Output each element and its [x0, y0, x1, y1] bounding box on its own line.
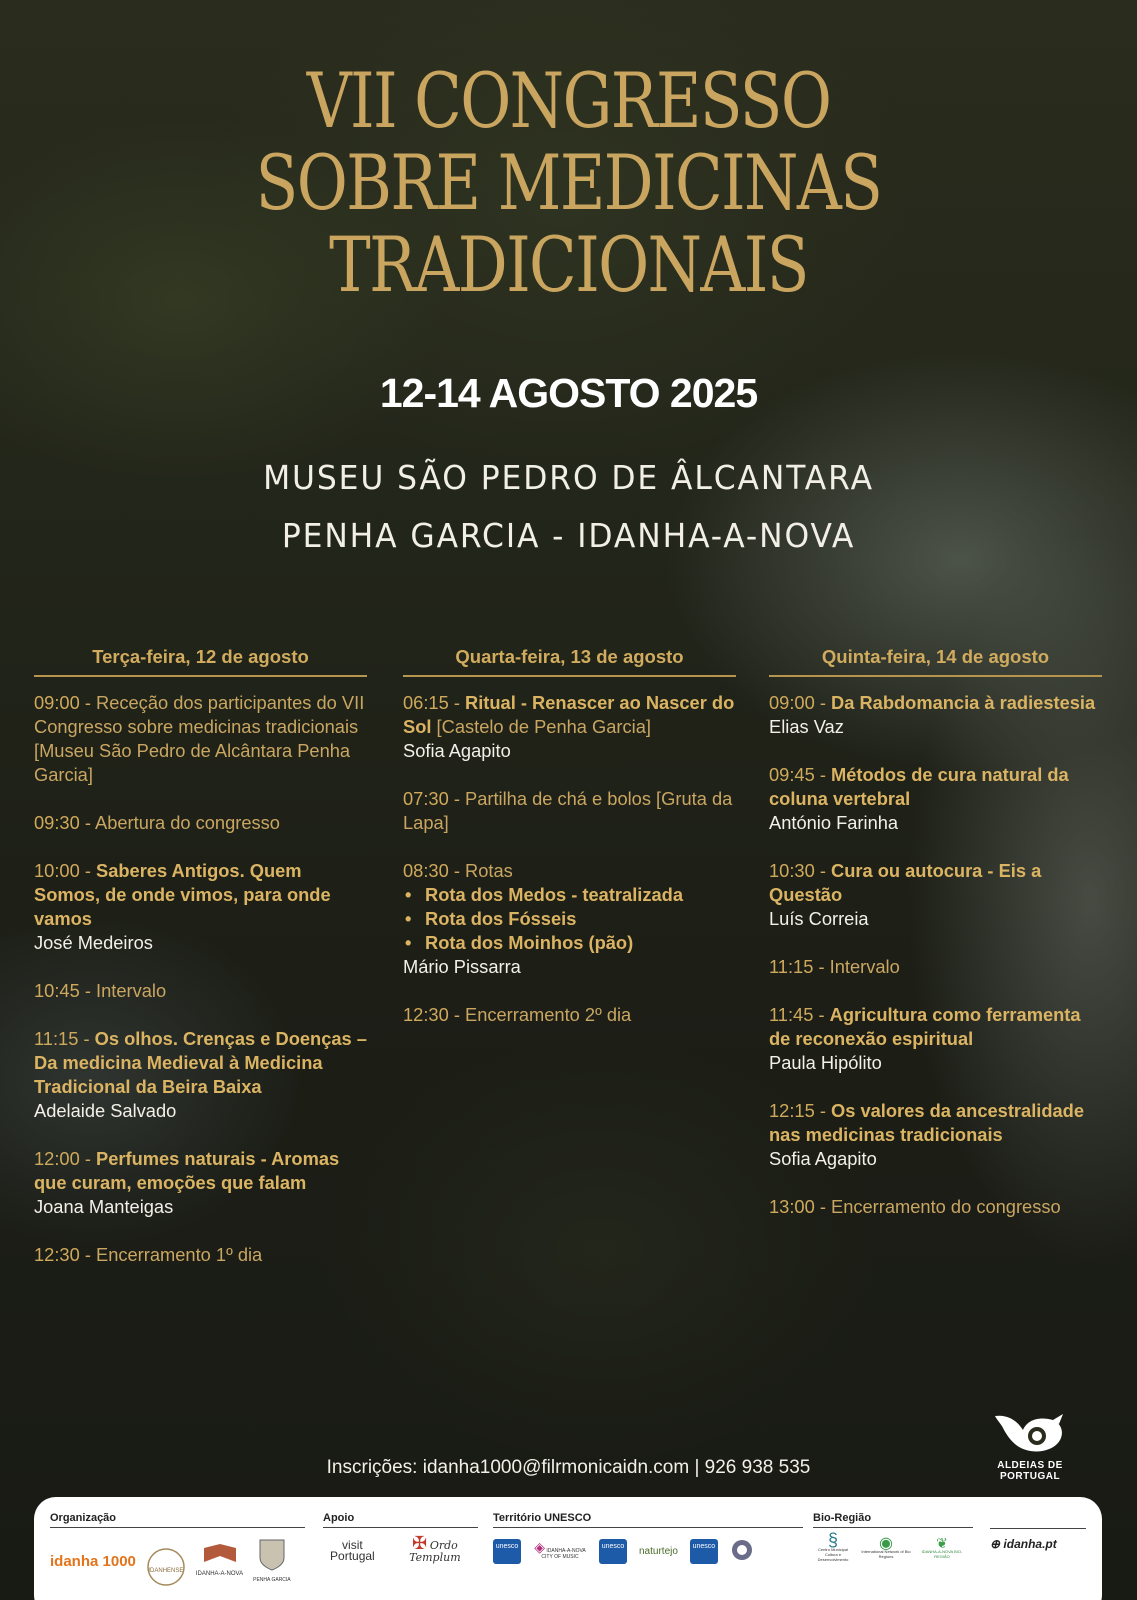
event-title: Intervalo: [829, 956, 900, 977]
event-time: 09:00 -: [34, 692, 96, 713]
event-title: Perfumes naturais - Aromas que curam, emoções que falam: [34, 1148, 340, 1193]
diamond-icon: ◈: [534, 1538, 546, 1555]
event-time: 09:45 -: [769, 764, 831, 785]
congress-title: [102, 56, 1034, 309]
idanha-bioregiao-logo: ❦ IDANHA-A-NOVA BIO-REGIÃO: [921, 1535, 963, 1559]
schedule-item: [403, 787, 736, 835]
event-time: 10:30 -: [769, 860, 831, 881]
schedule-item: [34, 1027, 367, 1123]
event-time: 13:00 -: [769, 1196, 831, 1217]
centro-municipal-logo: § Centro Municipal Cultura e Desenvolvimento: [817, 1530, 849, 1562]
group-label: Organização: [50, 1512, 305, 1528]
event-time: 10:00 -: [34, 860, 96, 881]
round-seal-logo: [730, 1538, 754, 1565]
event-title: Encerramento 1º dia: [96, 1244, 263, 1265]
schedule-item: [403, 859, 736, 979]
event-speaker: Elias Vaz: [769, 716, 844, 737]
idanha-pt-logo: ⊕ idanha.pt: [990, 1537, 1057, 1551]
event-location: [Castelo de Penha Garcia]: [431, 716, 651, 737]
group-label: [990, 1512, 1086, 1529]
day-column-wednesday: [403, 646, 736, 1051]
event-speaker: Adelaide Salvado: [34, 1100, 177, 1121]
event-title: Rotas: [465, 860, 513, 881]
event-speaker: Luís Correia: [769, 908, 869, 929]
event-speaker: Sofia Agapito: [769, 1148, 877, 1169]
globe-icon: ◉: [879, 1535, 893, 1552]
event-title: Métodos de cura natural da coluna vertebral: [769, 764, 1069, 809]
group-label: Apoio: [323, 1512, 478, 1528]
city-of-music-logo: ◈ IDANHA-A-NOVA CITY OF MUSIC: [534, 1538, 586, 1560]
event-title: Receção dos participantes do VII Congresso sobre medicinas tradicionais [Museu São Pedro de Alcântara Penha Garcia]: [34, 692, 365, 785]
schedule-item: [34, 859, 367, 955]
schedule-item: [34, 691, 367, 787]
event-time: 12:00 -: [34, 1148, 96, 1169]
event-speaker: Paula Hipólito: [769, 1052, 882, 1073]
event-title: Abertura do congresso: [95, 812, 280, 833]
event-time: 12:15 -: [769, 1100, 831, 1121]
event-title: Os valores da ancestralidade nas medicinas tradicionais: [769, 1100, 1085, 1145]
event-time: 12:30 -: [403, 1004, 465, 1025]
event-time: 11:45 -: [769, 1004, 830, 1025]
event-speaker: Mário Pissarra: [403, 956, 521, 977]
event-title: Agricultura como ferramenta de reconexão espiritual: [769, 1004, 1081, 1049]
schedule-item: [34, 979, 367, 1003]
day-column-thursday: [769, 646, 1102, 1243]
leaf-icon: ❦: [936, 1535, 948, 1551]
venue-line-1: MUSEU SÃO PEDRO DE ÂLCANTARA: [263, 458, 874, 497]
day-column-tuesday: [34, 646, 367, 1291]
naturtejo-logo: naturtejo: [639, 1546, 678, 1557]
event-date: 12-14 AGOSTO 2025: [379, 370, 758, 416]
group-bio-regiao: [813, 1512, 973, 1562]
schedule-item: [34, 1243, 367, 1267]
seal-icon: [730, 1538, 754, 1562]
aldeias-de-portugal-logo: [985, 1410, 1075, 1482]
route-item: • Rota dos Fósseis: [425, 907, 736, 931]
ordo-templum-logo: ✠ Ordo Templum: [409, 1533, 461, 1564]
schedule-item: [769, 691, 1102, 739]
venue-line-2: PENHA GARCIA - IDANHA-A-NOVA: [281, 516, 856, 555]
schedule-item: [34, 1147, 367, 1219]
book-icon: [202, 1544, 238, 1566]
globe-icon: ⊕: [990, 1537, 1001, 1551]
event-time: 11:15 -: [34, 1028, 95, 1049]
schedule-item: [34, 811, 367, 835]
event-time: 10:45 -: [34, 980, 96, 1001]
swirl-icon: §: [827, 1530, 838, 1550]
schedule-item: [769, 1195, 1102, 1219]
group-organizacao: [50, 1512, 305, 1586]
event-title: Cura ou autocura - Eis a Questão: [769, 860, 1042, 905]
title-line-3: TRADICIONAIS: [329, 220, 808, 309]
schedule-item: [769, 1003, 1102, 1075]
visit-portugal-logo: visit Portugal: [330, 1538, 375, 1563]
title-line-1: VII CONGRESSO: [306, 56, 831, 145]
schedule-item: [769, 955, 1102, 979]
event-speaker: José Medeiros: [34, 932, 153, 953]
unesco-logo: unesco: [690, 1539, 718, 1564]
schedule-item: [769, 1099, 1102, 1171]
unesco-logo: unesco: [599, 1539, 627, 1564]
bioregions-network-logo: ◉ International Network of Bio Regions: [861, 1535, 911, 1559]
group-label: Território UNESCO: [493, 1512, 803, 1528]
route-list: [403, 883, 736, 955]
day-heading: Quarta-feira, 13 de agosto: [403, 646, 736, 677]
templar-cross-icon: ✠: [411, 1533, 428, 1553]
idanha1000-logo: idanha 1000: [50, 1553, 136, 1570]
event-title: Os olhos. Crenças e Doenças – Da medicina Medieval à Medicina Tradicional da Beira Baixa: [34, 1028, 367, 1097]
title-line-2: SOBRE MEDICINAS: [255, 138, 882, 227]
route-item: • Rota dos Moinhos (pão): [425, 931, 736, 955]
event-time: 09:00 -: [769, 692, 831, 713]
registration-info: Inscrições: idanha1000@filrmonicaidn.com | 926 938 535: [326, 1457, 811, 1478]
schedule-item: [769, 763, 1102, 835]
bird-icon: [993, 1410, 1067, 1456]
group-label: Bio-Região: [813, 1512, 973, 1528]
event-title: Saberes Antigos. Quem Somos, de onde vimos, para onde vamos: [34, 860, 331, 929]
event-title: Intervalo: [96, 980, 167, 1001]
schedule-item: [769, 859, 1102, 931]
event-time: 08:30 -: [403, 860, 465, 881]
route-item: • Rota dos Medos - teatralizada: [425, 883, 736, 907]
idanhense-logo: IDANHENSE: [146, 1547, 186, 1577]
event-title: Ritual - Renascer ao Nascer do Sol: [403, 692, 735, 737]
municipio-idanha-logo: IDANHA-A-NOVA: [196, 1544, 243, 1580]
event-speaker: Sofia Agapito: [403, 740, 511, 761]
event-time: 06:15 -: [403, 692, 465, 713]
event-time: 09:30 -: [34, 812, 95, 833]
event-title: Encerramento do congresso: [831, 1196, 1061, 1217]
group-idanha-pt: [990, 1512, 1086, 1550]
aldeias-line-2: PORTUGAL: [999, 1471, 1061, 1482]
event-speaker: António Farinha: [769, 812, 899, 833]
event-time: 11:15 -: [769, 956, 830, 977]
day-heading: Quinta-feira, 14 de agosto: [769, 646, 1102, 677]
event-title: Partilha de chá e bolos [Gruta da Lapa]: [403, 788, 733, 833]
event-time: 12:30 -: [34, 1244, 96, 1265]
coat-of-arms-icon: [258, 1538, 286, 1572]
event-speaker: Joana Manteigas: [34, 1196, 174, 1217]
schedule-item: [403, 691, 736, 763]
unesco-logo: unesco: [493, 1539, 521, 1564]
event-title: Da Rabdomancia à radiestesia: [831, 692, 1096, 713]
aldeias-line-1: ALDEIAS DE: [997, 1460, 1063, 1471]
event-title: Encerramento 2º dia: [465, 1004, 632, 1025]
event-time: 07:30 -: [403, 788, 465, 809]
day-heading: Terça-feira, 12 de agosto: [34, 646, 367, 677]
group-territorio-unesco: [493, 1512, 803, 1565]
schedule-item: [403, 1003, 736, 1027]
group-apoio: [323, 1512, 478, 1564]
penha-garcia-logo: PENHA GARCIA: [253, 1538, 291, 1586]
sponsor-footer: [34, 1497, 1102, 1600]
